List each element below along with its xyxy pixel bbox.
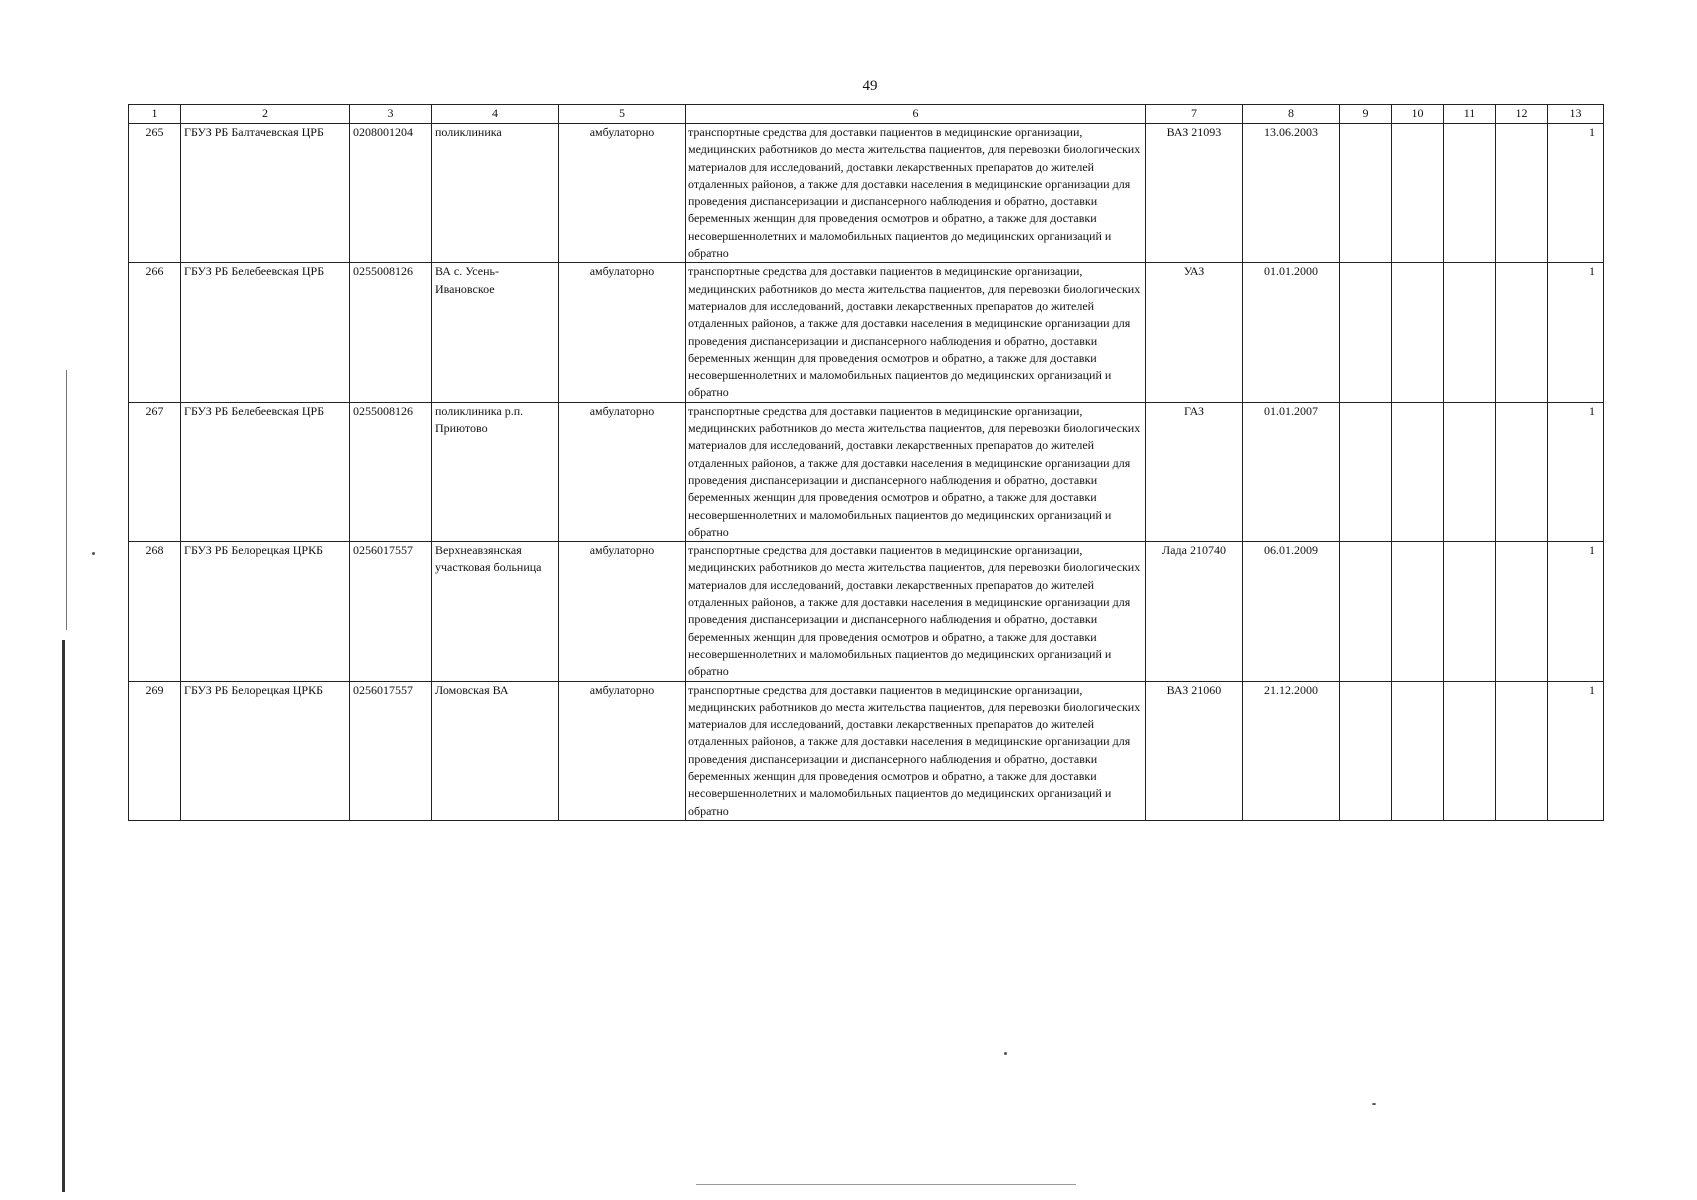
- column-header: 7: [1146, 105, 1243, 124]
- subdivision: Ломовская ВА: [432, 681, 559, 820]
- cell-col11: [1444, 681, 1496, 820]
- scan-margin-line: [66, 370, 67, 630]
- table-row: [129, 263, 1604, 402]
- cell-col10: [1392, 402, 1444, 541]
- table-row: [129, 124, 1604, 263]
- vehicle-purpose: транспортные средства для доставки пациентов в медицинские организации, медицинских работников до места жительства пациентов, для перевозки биологических материалов для исследований, доставки лекарственных препаратов до жителей отдаленных районов, а также для доставки населения в медицинские организации для проведения диспансеризации и диспансерного наблюдения и обратно, доставки беременных женщин для проведения осмотров и обратно, а также для доставки несовершеннолетних и маломобильных пациентов до медицинских организаций и обратно: [686, 402, 1146, 541]
- cell-col10: [1392, 681, 1444, 820]
- column-header: 1: [129, 105, 181, 124]
- cell-col9: [1340, 681, 1392, 820]
- column-header: 13: [1548, 105, 1604, 124]
- organization: ГБУЗ РБ Белорецкая ЦРКБ: [181, 542, 350, 681]
- org-code: 0256017557: [350, 681, 432, 820]
- registration-date: 01.01.2000: [1243, 263, 1340, 402]
- column-header: 11: [1444, 105, 1496, 124]
- column-header: 3: [350, 105, 432, 124]
- vehicle-model: ГАЗ: [1146, 402, 1243, 541]
- vehicle-count: 1: [1548, 402, 1604, 541]
- scan-margin-mark: [62, 640, 65, 1192]
- cell-col12: [1496, 124, 1548, 263]
- organization: ГБУЗ РБ Белебеевская ЦРБ: [181, 402, 350, 541]
- scan-speck: [92, 552, 95, 555]
- table-row: [129, 402, 1604, 541]
- column-header: 8: [1243, 105, 1340, 124]
- care-mode: амбулаторно: [559, 402, 686, 541]
- organization: ГБУЗ РБ Белебеевская ЦРБ: [181, 263, 350, 402]
- column-header: 2: [181, 105, 350, 124]
- org-code: 0256017557: [350, 542, 432, 681]
- column-header: 4: [432, 105, 559, 124]
- row-number: 265: [129, 124, 181, 263]
- vehicle-model: Лада 210740: [1146, 542, 1243, 681]
- care-mode: амбулаторно: [559, 542, 686, 681]
- registration-date: 13.06.2003: [1243, 124, 1340, 263]
- subdivision: ВА с. Усень-Ивановское: [432, 263, 559, 402]
- vehicle-purpose: транспортные средства для доставки пациентов в медицинские организации, медицинских работников до места жительства пациентов, для перевозки биологических материалов для исследований, доставки лекарственных препаратов до жителей отдаленных районов, а также для доставки населения в медицинские организации для проведения диспансеризации и диспансерного наблюдения и обратно, доставки беременных женщин для проведения осмотров и обратно, а также для доставки несовершеннолетних и маломобильных пациентов до медицинских организаций и обратно: [686, 263, 1146, 402]
- org-code: 0208001204: [350, 124, 432, 263]
- scan-speck: [1372, 1103, 1376, 1105]
- subdivision: поликлиника: [432, 124, 559, 263]
- table-row: [129, 542, 1604, 681]
- row-number: 267: [129, 402, 181, 541]
- scan-bottom-line: [696, 1184, 1076, 1185]
- scan-speck: [1004, 1052, 1007, 1055]
- vehicle-purpose: транспортные средства для доставки пациентов в медицинские организации, медицинских работников до места жительства пациентов, для перевозки биологических материалов для исследований, доставки лекарственных препаратов до жителей отдаленных районов, а также для доставки населения в медицинские организации для проведения диспансеризации и диспансерного наблюдения и обратно, доставки беременных женщин для проведения осмотров и обратно, а также для доставки несовершеннолетних и маломобильных пациентов до медицинских организаций и обратно: [686, 124, 1146, 263]
- header-row: [129, 105, 1604, 124]
- column-header: 9: [1340, 105, 1392, 124]
- column-header: 5: [559, 105, 686, 124]
- vehicle-model: ВАЗ 21060: [1146, 681, 1243, 820]
- vehicle-purpose: транспортные средства для доставки пациентов в медицинские организации, медицинских работников до места жительства пациентов, для перевозки биологических материалов для исследований, доставки лекарственных препаратов до жителей отдаленных районов, а также для доставки населения в медицинские организации для проведения диспансеризации и диспансерного наблюдения и обратно, доставки беременных женщин для проведения осмотров и обратно, а также для доставки несовершеннолетних и маломобильных пациентов до медицинских организаций и обратно: [686, 542, 1146, 681]
- cell-col9: [1340, 263, 1392, 402]
- vehicle-registry-table: [128, 104, 1604, 821]
- cell-col10: [1392, 542, 1444, 681]
- vehicle-count: 1: [1548, 542, 1604, 681]
- cell-col11: [1444, 542, 1496, 681]
- cell-col10: [1392, 124, 1444, 263]
- cell-col12: [1496, 263, 1548, 402]
- vehicle-count: 1: [1548, 681, 1604, 820]
- org-code: 0255008126: [350, 402, 432, 541]
- care-mode: амбулаторно: [559, 263, 686, 402]
- organization: ГБУЗ РБ Балтачевская ЦРБ: [181, 124, 350, 263]
- cell-col12: [1496, 542, 1548, 681]
- column-header: 12: [1496, 105, 1548, 124]
- cell-col12: [1496, 402, 1548, 541]
- registration-date: 06.01.2009: [1243, 542, 1340, 681]
- table-row: [129, 681, 1604, 820]
- cell-col9: [1340, 402, 1392, 541]
- page-number: 49: [862, 78, 878, 94]
- vehicle-count: 1: [1548, 263, 1604, 402]
- cell-col9: [1340, 124, 1392, 263]
- vehicle-purpose: транспортные средства для доставки пациентов в медицинские организации, медицинских работников до места жительства пациентов, для перевозки биологических материалов для исследований, доставки лекарственных препаратов до жителей отдаленных районов, а также для доставки населения в медицинские организации для проведения диспансеризации и диспансерного наблюдения и обратно, доставки беременных женщин для проведения осмотров и обратно, а также для доставки несовершеннолетних и маломобильных пациентов до медицинских организаций и обратно: [686, 681, 1146, 820]
- cell-col10: [1392, 263, 1444, 402]
- cell-col11: [1444, 263, 1496, 402]
- column-header: 6: [686, 105, 1146, 124]
- row-number: 266: [129, 263, 181, 402]
- subdivision: поликлиника р.п. Приютово: [432, 402, 559, 541]
- cell-col9: [1340, 542, 1392, 681]
- registration-date: 21.12.2000: [1243, 681, 1340, 820]
- row-number: 268: [129, 542, 181, 681]
- care-mode: амбулаторно: [559, 681, 686, 820]
- vehicle-count: 1: [1548, 124, 1604, 263]
- cell-col11: [1444, 402, 1496, 541]
- organization: ГБУЗ РБ Белорецкая ЦРКБ: [181, 681, 350, 820]
- vehicle-model: УАЗ: [1146, 263, 1243, 402]
- care-mode: амбулаторно: [559, 124, 686, 263]
- vehicle-model: ВАЗ 21093: [1146, 124, 1243, 263]
- cell-col11: [1444, 124, 1496, 263]
- org-code: 0255008126: [350, 263, 432, 402]
- cell-col12: [1496, 681, 1548, 820]
- column-header: 10: [1392, 105, 1444, 124]
- registration-date: 01.01.2007: [1243, 402, 1340, 541]
- row-number: 269: [129, 681, 181, 820]
- subdivision: Верхнеавзянская участковая больница: [432, 542, 559, 681]
